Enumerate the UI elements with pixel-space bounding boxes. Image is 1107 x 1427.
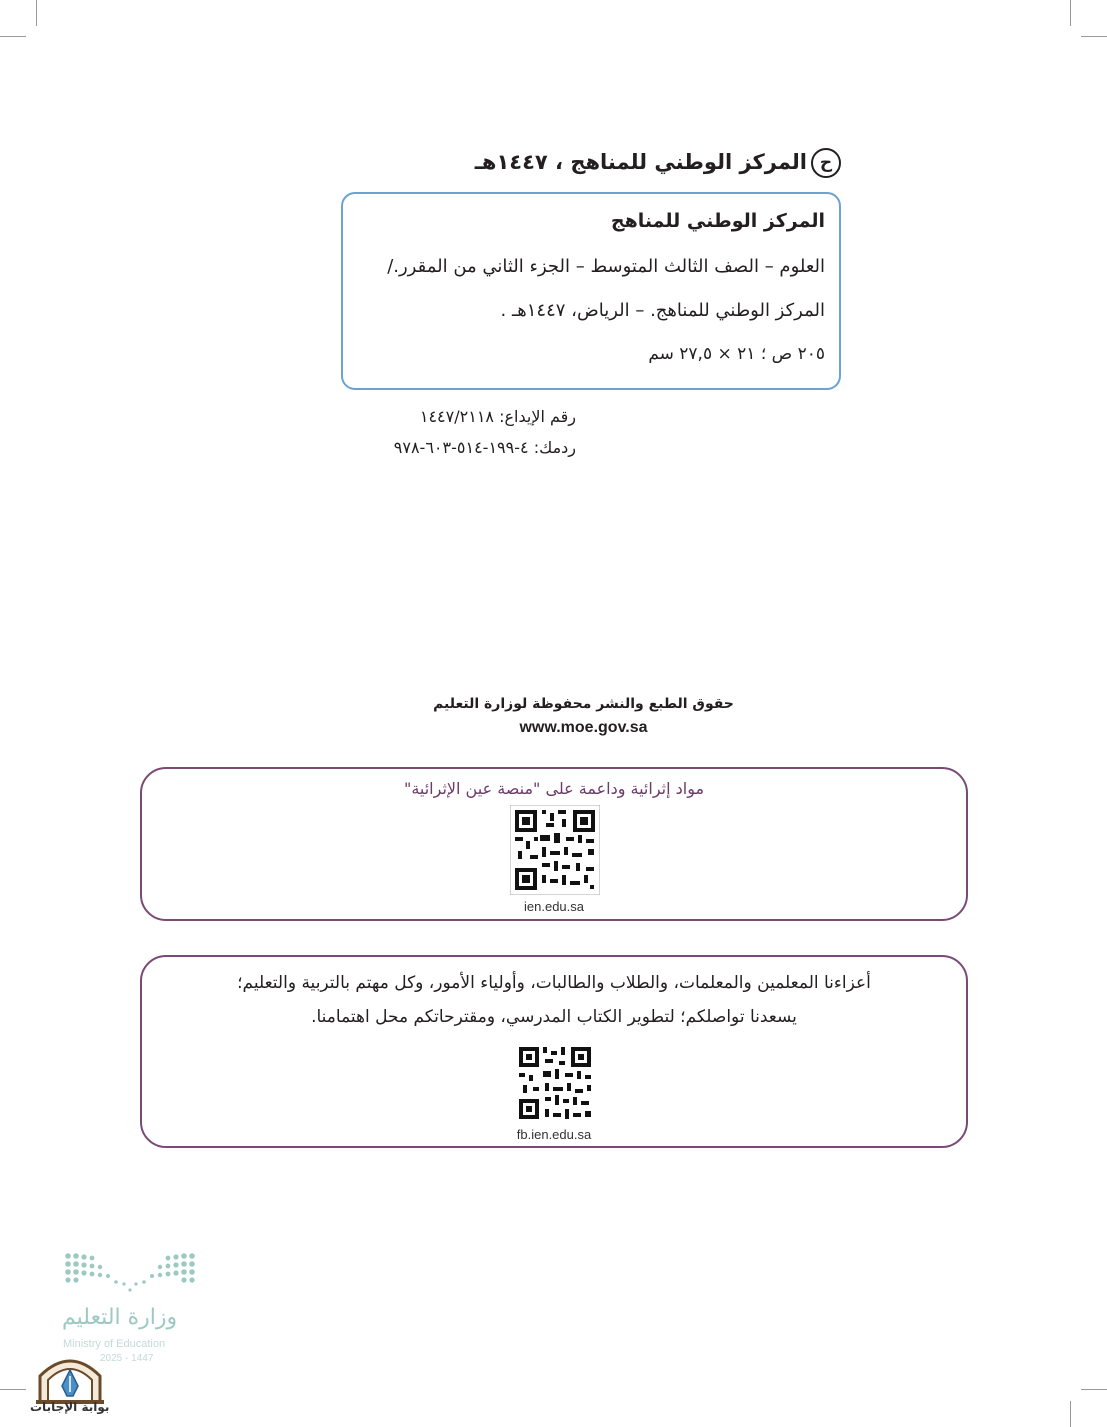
feedback-url[interactable]: fb.ien.edu.sa bbox=[516, 1127, 592, 1142]
crop-mark bbox=[0, 1389, 26, 1390]
enrichment-title: مواد إثرائية وداعمة على "منصة عين الإثرائية" bbox=[403, 779, 705, 798]
catalog-dimensions: ٢٠٥ ص ؛ ٢١ × ٢٧,٥ سم bbox=[648, 344, 825, 364]
crop-mark bbox=[36, 0, 37, 26]
cataloging-box bbox=[341, 192, 841, 390]
crop-mark bbox=[1081, 1389, 1107, 1390]
ministry-year: 2025 - 1447 bbox=[100, 1353, 154, 1364]
feedback-line-2: يسعدنا تواصلكم؛ لتطوير الكتاب المدرسي، ومقترحاتكم محل اهتمامنا. bbox=[311, 1007, 797, 1027]
catalog-publisher: المركز الوطني للمناهج. – الرياض، ١٤٤٧هـ . bbox=[500, 300, 825, 321]
feedback-line-1: أعزاءنا المعلمين والمعلمات، والطلاب والطالبات، وأولياء الأمور، وكل مهتم بالتربية والتعليم؛ bbox=[237, 973, 871, 993]
ministry-name-ar: وزارة التعليم bbox=[62, 1305, 178, 1330]
deposit-number: رقم الإيداع: ١٤٤٧/٢١١٨ bbox=[419, 407, 576, 426]
qr-code-icon[interactable] bbox=[510, 805, 600, 895]
copyright-heading bbox=[475, 148, 841, 178]
enrichment-url[interactable]: ien.edu.sa bbox=[524, 899, 584, 914]
crop-mark bbox=[0, 36, 26, 37]
portal-label: بوابة الإجابات bbox=[30, 1400, 110, 1414]
enrichment-panel bbox=[140, 767, 968, 921]
ministry-url[interactable]: www.moe.gov.sa bbox=[519, 719, 648, 736]
catalog-title: العلوم – الصف الثالث المتوسط – الجزء الثاني من المقرر./ bbox=[387, 256, 825, 277]
copyright-symbol-icon: ح bbox=[811, 148, 841, 178]
crop-mark bbox=[1081, 36, 1107, 37]
ministry-name-en: Ministry of Education bbox=[63, 1338, 166, 1350]
catalog-author: المركز الوطني للمناهج bbox=[610, 210, 825, 232]
qr-code-icon[interactable] bbox=[517, 1045, 593, 1121]
isbn: ردمك: ٤-١٩٩-٥١٤-٦٠٣-٩٧٨ bbox=[393, 438, 576, 457]
rights-statement: حقوق الطبع والنشر محفوظة لوزارة التعليم bbox=[433, 696, 734, 712]
copyright-heading-text: المركز الوطني للمناهج ، ١٤٤٧هـ bbox=[474, 150, 807, 174]
crop-mark bbox=[1070, 0, 1071, 26]
crop-mark bbox=[1070, 1401, 1071, 1427]
feedback-panel bbox=[140, 955, 968, 1148]
